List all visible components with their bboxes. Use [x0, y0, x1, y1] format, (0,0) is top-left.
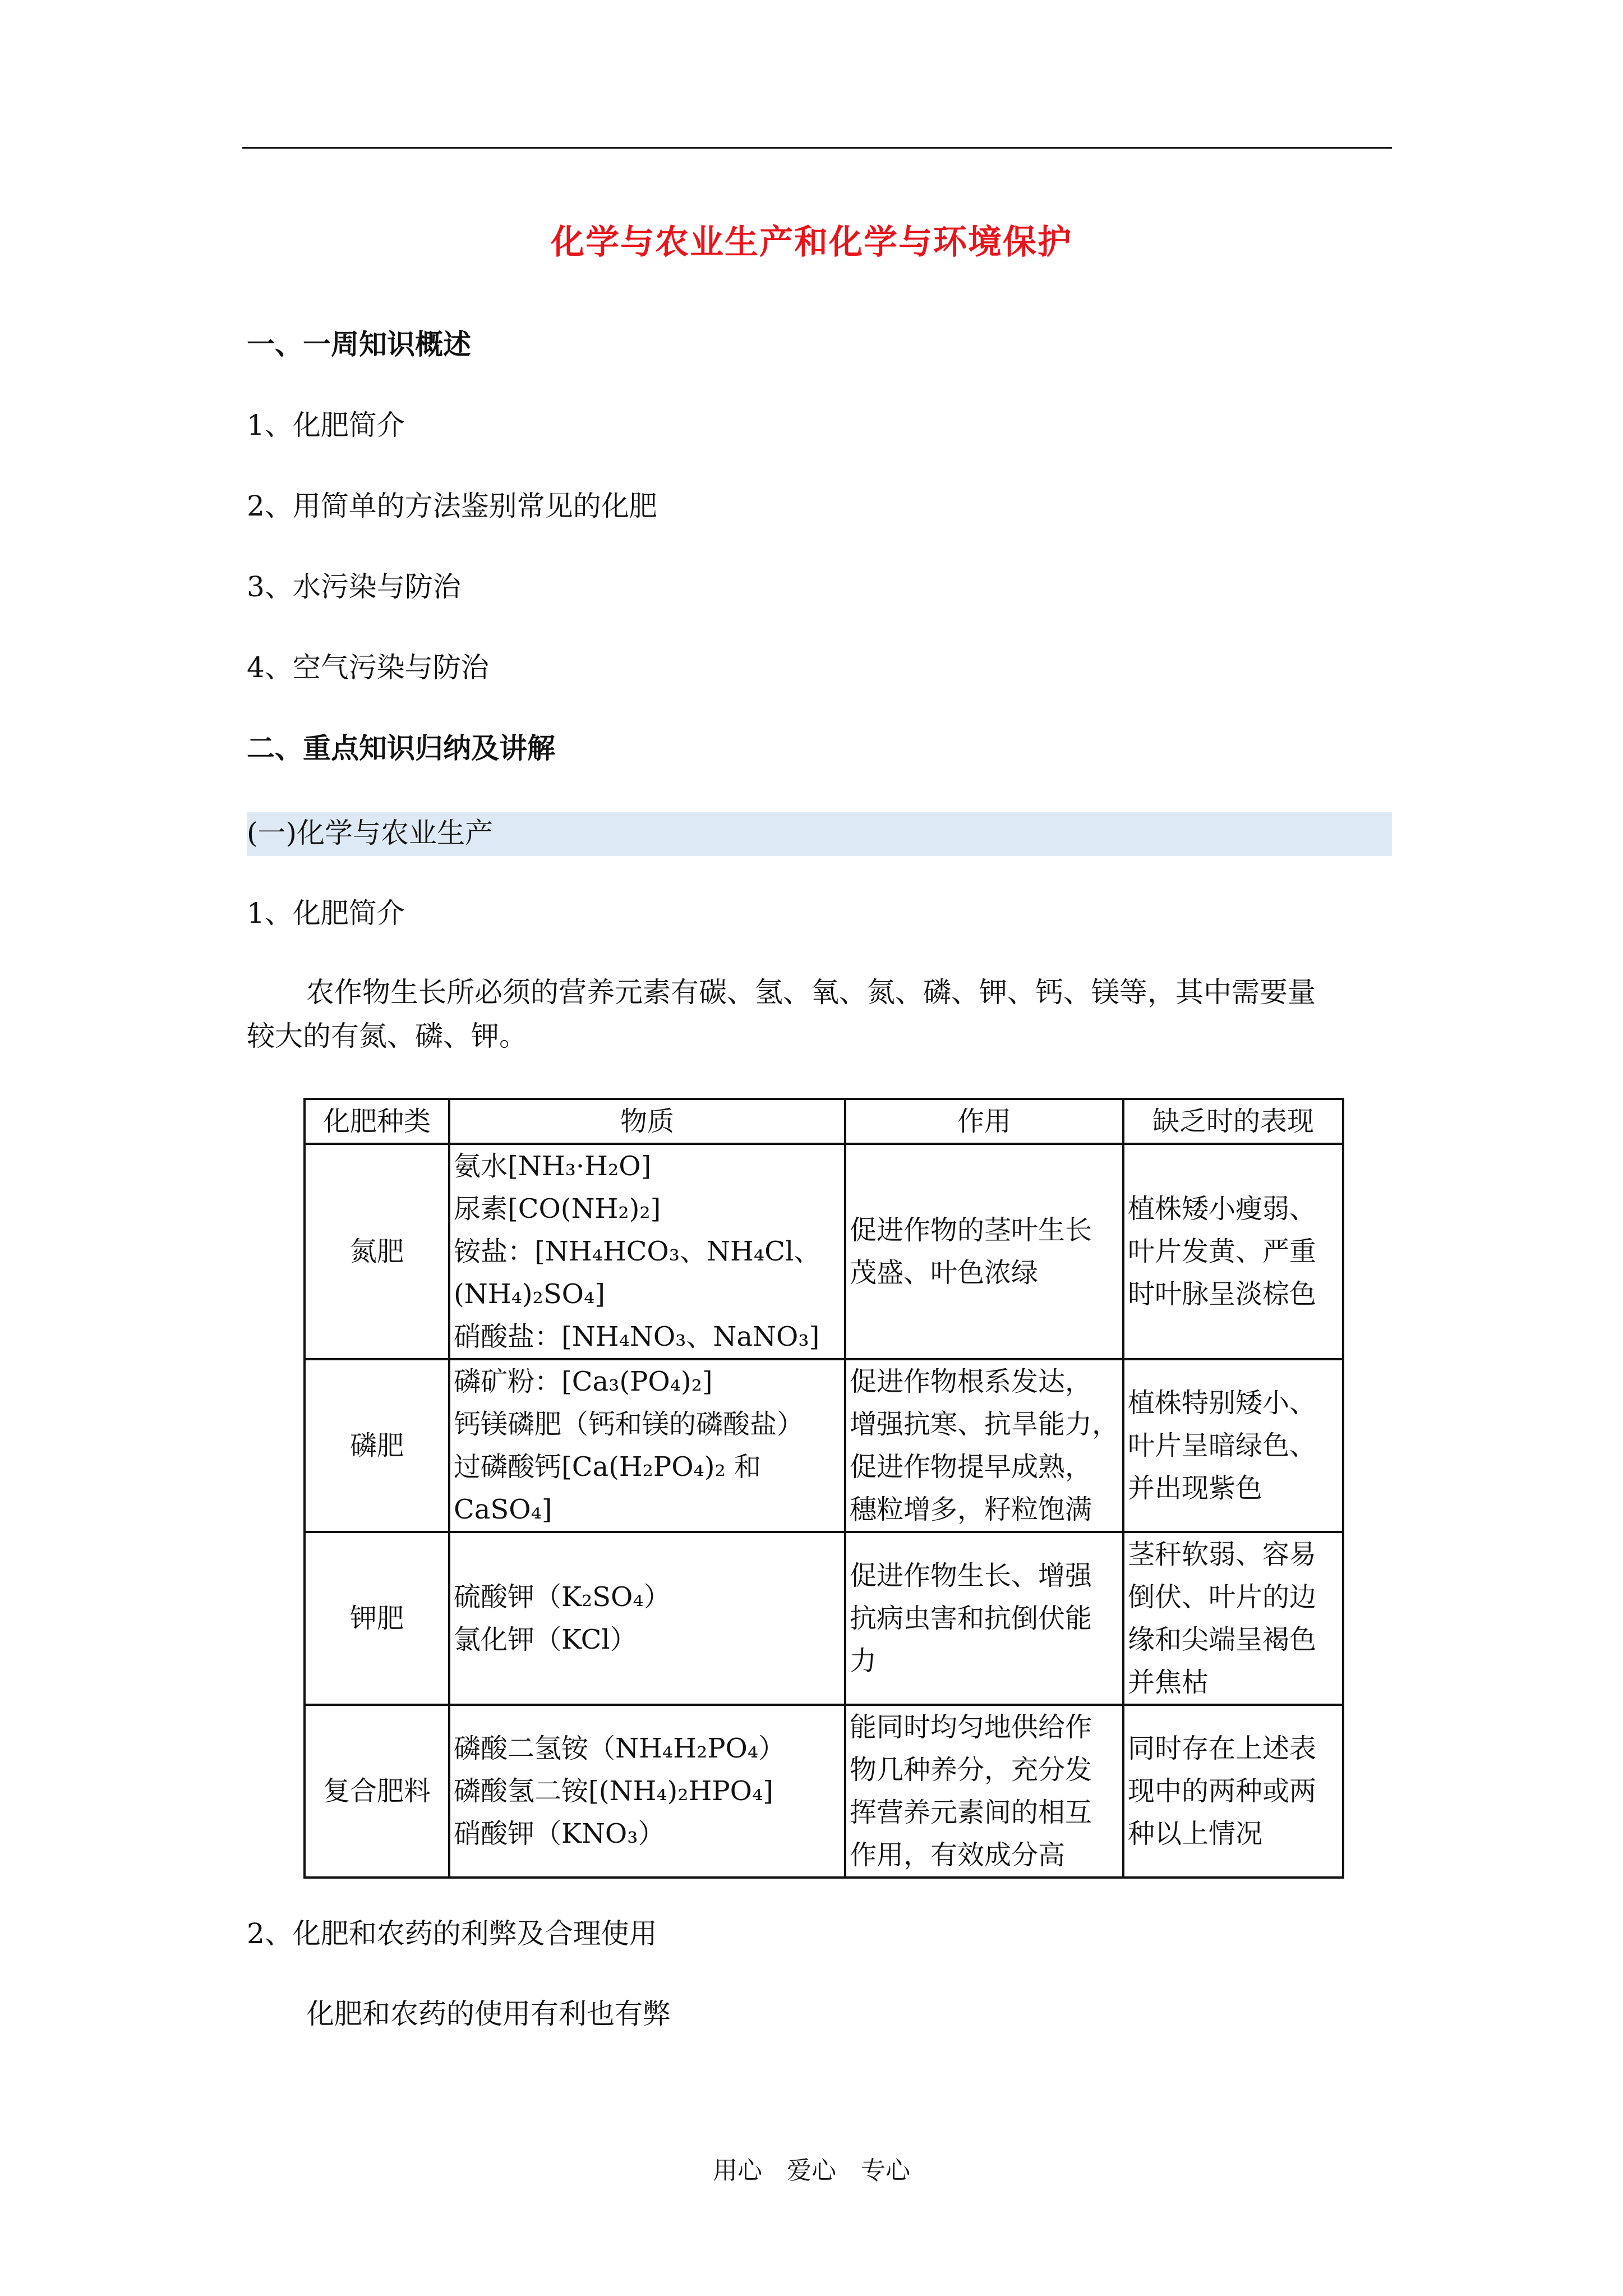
document-title: 化学与农业生产和化学与环境保护 — [551, 223, 1072, 262]
deficiency-line: 植株特别矮小、 — [1128, 1387, 1317, 1419]
effect-line: 抗病虫害和抗倒伏能 — [850, 1603, 1092, 1634]
type-cell: 氮肥 — [305, 1144, 449, 1359]
pros-cons-item: 2、化肥和农药的利弊及合理使用 — [247, 1917, 657, 1950]
deficiency-line: 并出现紫色 — [1128, 1473, 1263, 1504]
deficiency-line: 茎秆软弱、容易 — [1128, 1539, 1317, 1570]
deficiency-line: 种以上情况 — [1128, 1818, 1263, 1849]
deficiency-line: 并焦枯 — [1128, 1667, 1209, 1698]
substance-line: 氯化钾（KCl） — [454, 1624, 637, 1655]
substance-cell — [449, 1359, 845, 1532]
header-rule — [242, 147, 1392, 149]
substance-line: 硝酸钾（KNO₃） — [454, 1818, 665, 1849]
deficiency-cell — [1123, 1532, 1343, 1705]
effect-cell — [845, 1359, 1123, 1532]
substance-cell — [449, 1144, 845, 1359]
fertilizer-intro-item: 1、化肥简介 — [247, 897, 405, 930]
type-cell: 复合肥料 — [305, 1705, 449, 1878]
deficiency-line: 植株矮小瘦弱、 — [1128, 1193, 1317, 1225]
deficiency-line: 叶片发黄、严重 — [1128, 1236, 1317, 1267]
header-type: 化肥种类 — [305, 1099, 449, 1144]
deficiency-cell — [1123, 1359, 1343, 1532]
substance-cell — [449, 1705, 845, 1878]
table-header-row — [305, 1099, 1343, 1144]
header-effect: 作用 — [845, 1099, 1123, 1144]
nutrient-paragraph — [247, 970, 1391, 1058]
header-substance: 物质 — [449, 1099, 845, 1144]
section-heading-1: 一、一周知识概述 — [247, 328, 471, 361]
table-row — [305, 1144, 1343, 1359]
deficiency-line: 缘和尖端呈褐色 — [1128, 1624, 1317, 1655]
substance-line: 尿素[CO(NH₂)₂] — [454, 1193, 661, 1225]
substance-line: 钙镁磷肥（钙和镁的磷酸盐） — [454, 1409, 804, 1440]
fertilizer-table — [303, 1098, 1344, 1879]
effect-line: 能同时均匀地供给作 — [850, 1711, 1092, 1743]
substance-line: 磷酸氢二铵[(NH₄)₂HPO₄] — [454, 1775, 774, 1807]
table-row — [305, 1705, 1343, 1878]
header-deficiency: 缺乏时的表现 — [1123, 1099, 1343, 1144]
effect-line: 促进作物生长、增强 — [850, 1560, 1092, 1591]
substance-line: 过磷酸钙[Ca(H₂PO₄)₂ 和 — [454, 1451, 762, 1483]
substance-line: (NH₄)₂SO₄] — [454, 1278, 605, 1310]
effect-cell — [845, 1705, 1123, 1878]
effect-line: 穗粒增多，籽粒饱满 — [850, 1494, 1092, 1525]
deficiency-cell — [1123, 1705, 1343, 1878]
section-heading-2: 二、重点知识归纳及讲解 — [247, 731, 555, 765]
substance-line: 铵盐：[NH₄HCO₃、NH₄Cl、 — [454, 1236, 821, 1267]
substance-line: 硝酸盐：[NH₄NO₃、NaNO₃] — [454, 1321, 820, 1352]
substance-cell — [449, 1532, 845, 1705]
deficiency-cell — [1123, 1144, 1343, 1359]
effect-line: 促进作物的茎叶生长 — [850, 1214, 1092, 1246]
subheading-agriculture: (一)化学与农业生产 — [247, 817, 494, 849]
substance-line: 磷酸二氢铵（NH₄H₂PO₄） — [454, 1733, 786, 1764]
deficiency-line: 现中的两种或两 — [1128, 1775, 1317, 1807]
deficiency-line: 同时存在上述表 — [1128, 1733, 1317, 1764]
deficiency-line: 叶片呈暗绿色、 — [1128, 1430, 1317, 1461]
substance-line: 磷矿粉：[Ca₃(PO₄)₂] — [454, 1366, 713, 1397]
effect-line: 力 — [850, 1645, 877, 1677]
table-row — [305, 1359, 1343, 1532]
effect-cell — [845, 1532, 1123, 1705]
effect-line: 物几种养分，充分发 — [850, 1754, 1092, 1786]
effect-cell — [845, 1144, 1123, 1359]
substance-line: CaSO₄] — [454, 1494, 552, 1525]
effect-line: 促进作物提早成熟， — [850, 1451, 1092, 1483]
table-row — [305, 1532, 1343, 1705]
type-cell: 钾肥 — [305, 1532, 449, 1705]
overview-item-2: 2、用简单的方法鉴别常见的化肥 — [247, 490, 657, 522]
effect-line: 挥营养元素间的相互 — [850, 1797, 1092, 1828]
paragraph-line-1: 农作物生长所必须的营养元素有碳、氢、氧、氮、磷、钾、钙、镁等，其中需要量 — [306, 976, 1316, 1009]
effect-line: 茂盛、叶色浓绿 — [850, 1257, 1039, 1289]
substance-line: 氨水[NH₃·H₂O] — [454, 1151, 652, 1182]
deficiency-line: 倒伏、叶片的边 — [1128, 1581, 1317, 1613]
overview-item-4: 4、空气污染与防治 — [247, 651, 489, 684]
effect-line: 促进作物根系发达， — [850, 1366, 1092, 1397]
substance-line: 硫酸钾（K₂SO₄） — [454, 1581, 671, 1613]
page-footer: 用心 爱心 专心 — [713, 2156, 910, 2185]
overview-item-3: 3、水污染与防治 — [247, 570, 461, 603]
deficiency-line: 时叶脉呈淡棕色 — [1128, 1278, 1317, 1310]
paragraph-line-2: 较大的有氮、磷、钾。 — [247, 1020, 527, 1052]
overview-item-1: 1、化肥简介 — [247, 409, 405, 441]
pros-cons-paragraph: 化肥和农药的使用有利也有弊 — [306, 1998, 671, 2030]
effect-line: 作用，有效成分高 — [850, 1839, 1066, 1871]
type-cell: 磷肥 — [305, 1359, 449, 1532]
effect-line: 增强抗寒、抗旱能力， — [850, 1409, 1119, 1440]
